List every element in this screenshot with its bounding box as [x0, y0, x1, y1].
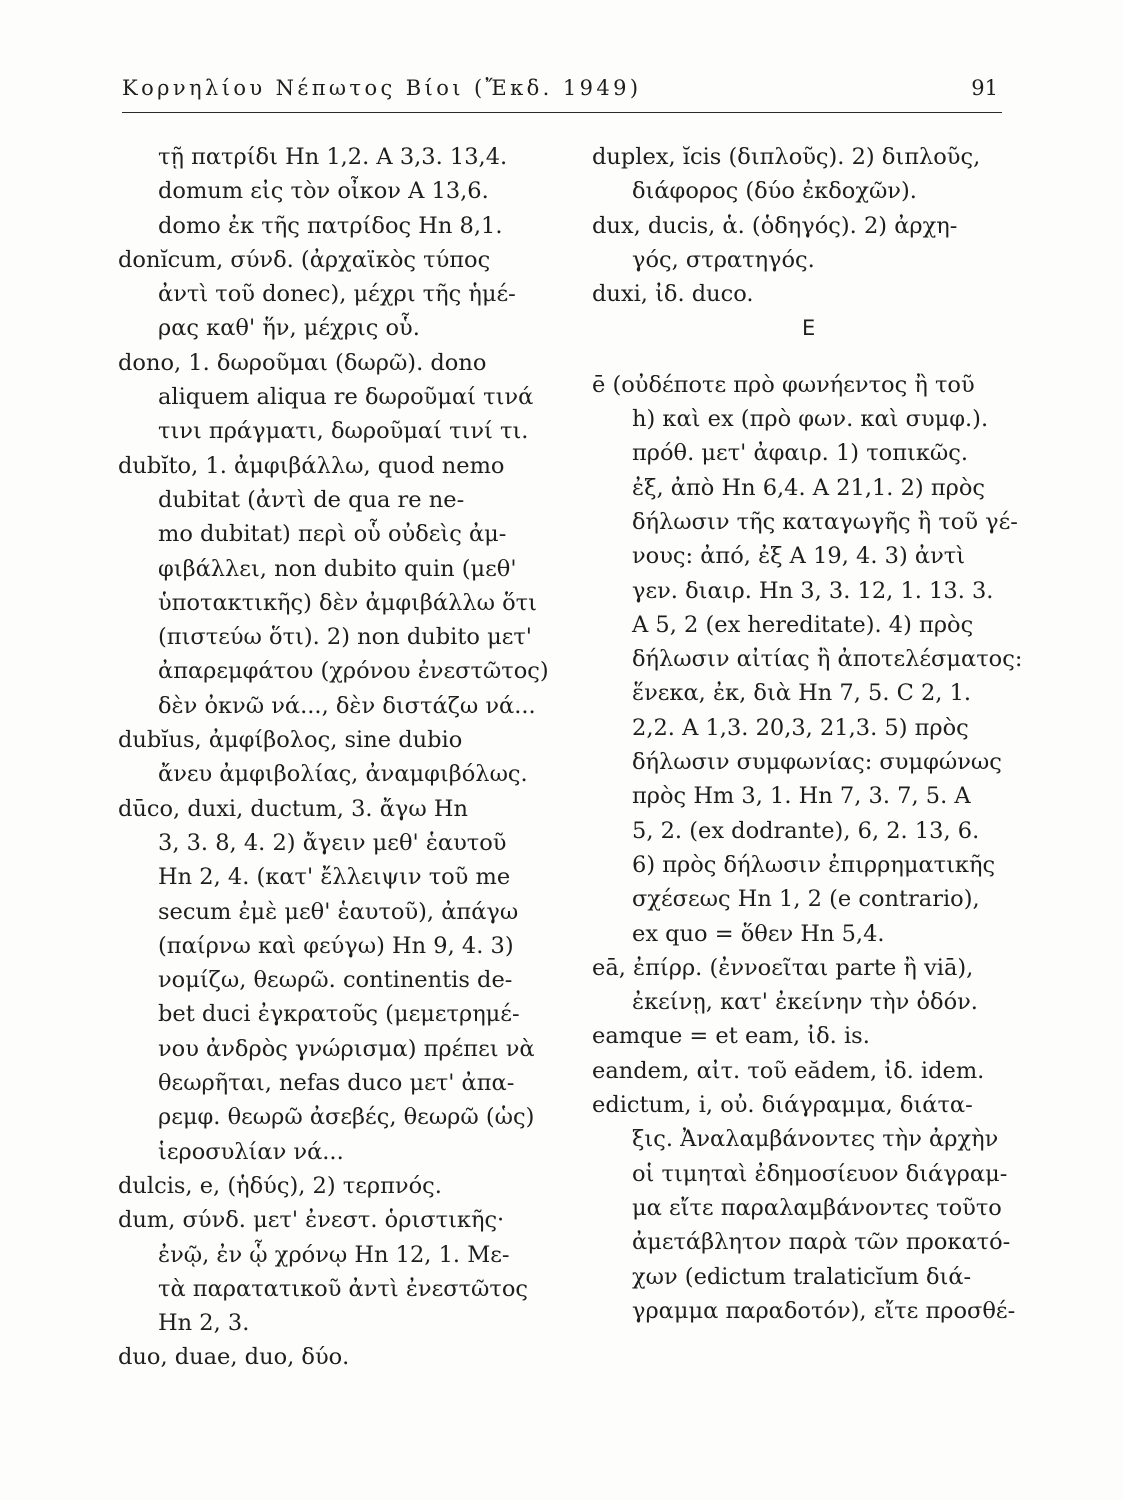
text-line: secum ἐμὲ μεθ' ἑαυτοῦ), ἀπάγω	[158, 898, 519, 925]
text-line: χων (edictum tralaticĭum διά-	[632, 1263, 972, 1290]
entry-head-line: edictum, i, οὐ. διάγραμμα, διάτα-	[592, 1092, 973, 1119]
text-line: σχέσεως Hn 1, 2 (e contrario),	[632, 886, 980, 913]
text-line: δήλωσιν συμφωνίας: συμφώνως	[632, 749, 1002, 776]
text-line: (παίρνω καὶ φεύγω) Hn 9, 4. 3)	[158, 932, 514, 959]
text-line: ἀμετάβλητον παρὰ τῶν προκατό-	[632, 1229, 1011, 1256]
right-column	[592, 140, 1022, 1328]
text-line: domum εἰς τὸν οἶκον A 13,6.	[158, 178, 489, 205]
text-line: ρας καθ' ἥν, μέχρις οὗ.	[158, 315, 420, 342]
text-line: dubitat (ἀντὶ de qua re ne-	[158, 486, 465, 513]
text-line: τὰ παρατατικοῦ ἀντὶ ἐνεστῶτος	[158, 1275, 528, 1302]
text-line: ἄνευ ἀμφιβολίας, ἀναμφιβόλως.	[158, 761, 528, 788]
text-line: Hn 2, 3.	[158, 1310, 250, 1337]
text-line: νομίζω, θεωρῶ. continentis de-	[158, 967, 513, 994]
text-line: οἱ τιμηταὶ ἐδημοσίευον διάγραμ-	[632, 1160, 1008, 1187]
text-line: ρεμφ. θεωρῶ ἀσεβές, θεωρῶ (ὡς)	[158, 1104, 535, 1131]
text-line: ἐνῷ, ἐν ᾧ χρόνῳ Hn 12, 1. Με-	[158, 1241, 510, 1268]
entry-head-line: eamque = et eam, ἰδ. is.	[592, 1023, 870, 1050]
text-line: τῇ πατρίδι Hn 1,2. A 3,3. 13,4.	[158, 144, 508, 170]
text-line: ξις. Ἀναλαμβάνοντες τὴν ἀρχὴν	[632, 1126, 999, 1153]
spacer	[592, 346, 1022, 368]
section-letter: E	[802, 316, 816, 341]
text-line: δήλωσιν τῆς καταγωγῆς ἢ τοῦ γέ-	[632, 508, 1018, 535]
text-line: δήλωσιν αἰτίας ἢ ἀποτελέσματος:	[632, 646, 1023, 673]
text-line: ἱεροσυλίαν νά...	[158, 1138, 344, 1165]
entry-head-line: eandem, αἰτ. τοῦ eădem, ἰδ. idem.	[592, 1057, 985, 1084]
text-line: γραμμα παραδοτόν), εἴτε προσθέ-	[632, 1297, 1016, 1324]
text-line: πρὸς Hm 3, 1. Hn 7, 3. 7, 5. A	[632, 783, 971, 810]
text-line: mo dubitat) περὶ οὗ οὐδεὶς ἀμ-	[158, 521, 507, 548]
text-line: A 5, 2 (ex hereditate). 4) πρὸς	[632, 611, 974, 638]
text-line: ἐξ, ἀπὸ Hn 6,4. A 21,1. 2) πρὸς	[632, 474, 986, 501]
entry-head-line: duxi, ἰδ. duco.	[592, 281, 754, 308]
text-line: δὲν ὀκνῶ νά..., δὲν διστάζω νά...	[158, 692, 536, 719]
text-line: 2,2. A 1,3. 20,3, 21,3. 5) πρὸς	[632, 714, 969, 741]
entry-head-line: duplex, ĭcis (διπλοῦς). 2) διπλοῦς,	[592, 144, 981, 170]
entry-head-line: dono, 1. δωροῦμαι (δωρῶ). dono	[118, 349, 487, 376]
entry-head-line: dūco, duxi, ductum, 3. ἄγω Hn	[118, 795, 468, 822]
text-line: ex quo = ὅθεν Hn 5,4.	[632, 920, 885, 947]
text-line: aliquem aliqua re δωροῦμαί τινά	[158, 384, 534, 411]
entry-head-line: dum, σύνδ. μετ' ἐνεστ. ὁριστικῆς·	[118, 1207, 505, 1234]
text-line: θεωρῆται, nefas duco μετ' ἀπα-	[158, 1070, 515, 1097]
text-line: φιβάλλει, non dubito quin (μεθ'	[158, 555, 517, 582]
text-line: ἐκείνῃ, κατ' ἐκείνην τὴν ὁδόν.	[632, 989, 978, 1016]
entry-head-line: donĭcum, σύνδ. (ἀρχαϊκὸς τύπος	[118, 246, 491, 273]
text-line: 3, 3. 8, 4. 2) ἄγειν μεθ' ἑαυτοῦ	[158, 829, 507, 856]
text-line: h) καὶ ex (πρὸ φων. καὶ συμφ.).	[632, 406, 989, 433]
text-line: ἀπαρεμφάτου (χρόνου ἐνεστῶτος)	[158, 658, 549, 685]
text-line: πρόθ. μετ' ἀφαιρ. 1) τοπικῶς.	[632, 440, 968, 467]
entry-head-line: dubĭto, 1. ἀμφιβάλλω, quod nemo	[118, 452, 505, 479]
entry-head-line: ē (οὐδέποτε πρὸ φωνήεντος ἢ τοῦ	[592, 371, 975, 398]
entry-head-line: dux, ducis, ἁ. (ὁδηγός). 2) ἀρχη-	[592, 212, 958, 239]
page-header	[122, 72, 1002, 113]
text-line: 6) πρὸς δήλωσιν ἐπιρρηματικῆς	[632, 851, 996, 878]
page-number: 91	[971, 76, 998, 100]
text-line: domo ἐκ τῆς πατρίδος Hn 8,1.	[158, 212, 503, 239]
text-line: bet duci ἐγκρατοῦς (μεμετρημέ-	[158, 1001, 520, 1028]
text-line: ὑποτακτικῆς) δὲν ἀμφιβάλλω ὅτι	[158, 589, 537, 616]
text-line: 5, 2. (ex dodrante), 6, 2. 13, 6.	[632, 817, 980, 844]
text-line: διάφορος (δύο ἐκδοχῶν).	[632, 178, 917, 205]
entry-head-line: eā, ἐπίρρ. (ἐννοεῖται parte ἢ viā),	[592, 954, 974, 981]
text-line: Hn 2, 4. (κατ' ἔλλειψιν τοῦ me	[158, 864, 511, 891]
text-line: νους: ἀπό, ἐξ A 19, 4. 3) ἀντὶ	[632, 543, 966, 570]
text-line: ἕνεκα, ἐκ, διὰ Hn 7, 5. C 2, 1.	[632, 680, 972, 707]
text-line: τινι πράγματι, δωροῦμαί τινί τι.	[158, 418, 529, 445]
text-line: γεν. διαιρ. Hn 3, 3. 12, 1. 13. 3.	[632, 577, 994, 604]
text-line: γός, στρατηγός.	[632, 246, 815, 273]
left-column	[118, 140, 578, 1375]
entry-head-line: dubĭus, ἀμφίβολος, sine dubio	[118, 727, 463, 754]
text-line: μα εἴτε παραλαμβάνοντες τοῦτο	[632, 1194, 1002, 1221]
entry-head-line: dulcis, e, (ἡδύς), 2) τερπνός.	[118, 1172, 442, 1199]
entry-head-line: duo, duae, duo, δύο.	[118, 1344, 350, 1371]
text-line: νου ἀνδρὸς γνώρισμα) πρέπει νὰ	[158, 1035, 535, 1062]
text-line: (πιστεύω ὅτι). 2) non dubito μετ'	[158, 624, 532, 651]
running-title: Κορνηλίου Νέπωτος Βίοι (Ἔκδ. 1949)	[122, 76, 642, 100]
text-line: ἀντὶ τοῦ donec), μέχρι τῆς ἡμέ-	[158, 281, 516, 308]
